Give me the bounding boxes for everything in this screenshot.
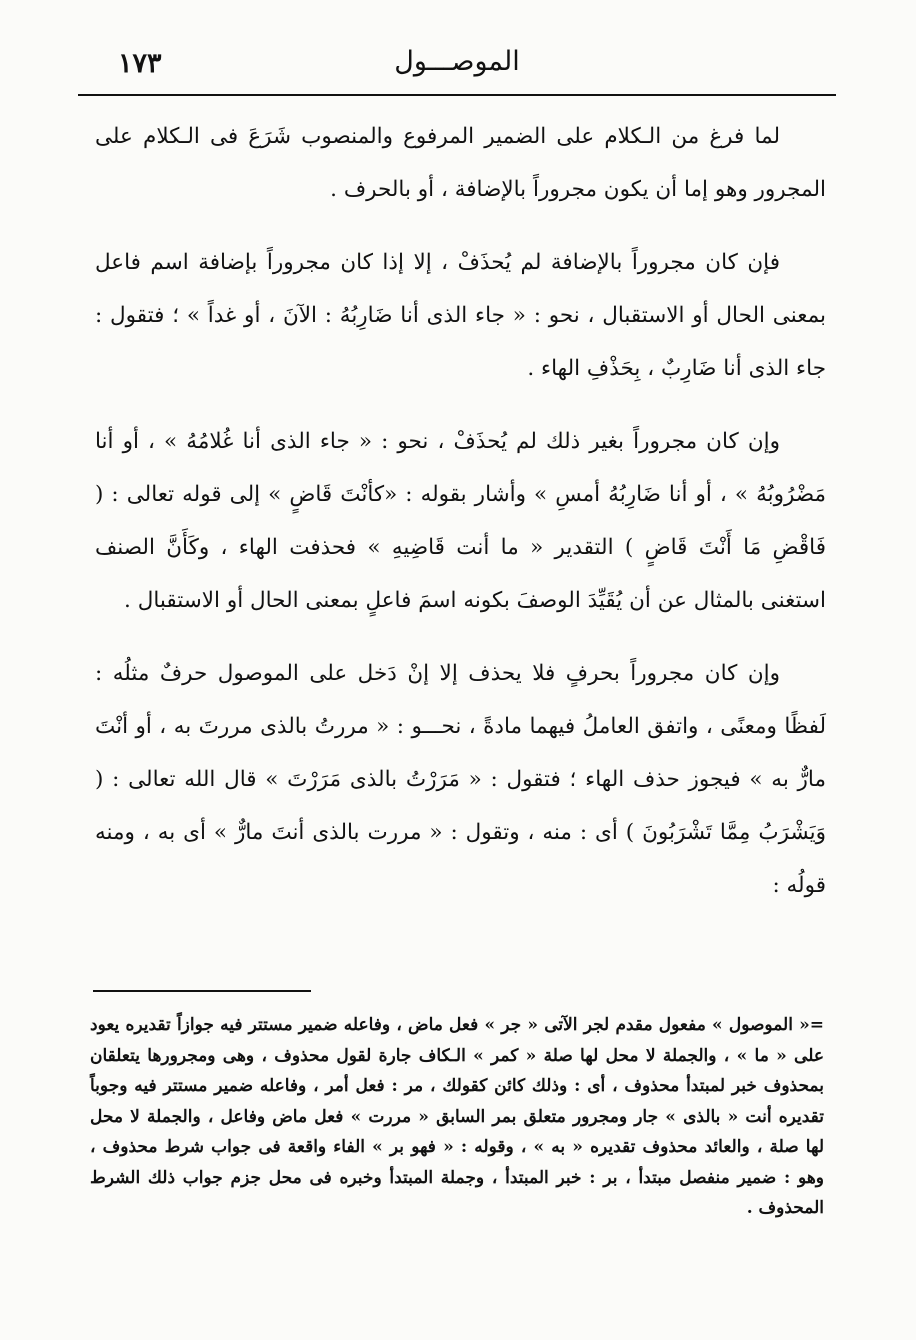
paragraph: وإن كان مجروراً بغير ذلك لم يُحذَفْ ، نحو : « جاء الذى أنا غُلامُهُ » ، أو أنا مَضْرُوبُهُ » ، أو أنا ضَارِبُهُ أمسِ » وأشار بقوله : «كأنْتَ قَاضٍ » إلى قوله تعالى : ( فَاقْضِ مَا أَنْتَ قَاضٍ ) التقدير « ما أنت قَاضِيهِ » فحذفت الهاء ، وكَأَنَّ الصنف استغنى بالمثال عن أن يُقَيِّدَ الوصفَ بكونه اسمَ فاعلٍ بمعنى الحال أو الاستقبال . bbox=[95, 429, 826, 613]
page-header bbox=[78, 40, 836, 96]
paragraph-gap bbox=[95, 627, 826, 647]
paragraph: وإن كان مجروراً بحرفٍ فلا يحذف إلا إنْ دَخل على الموصول حرفٌ مثلُه : لَفظًا ومعنًى ، واتفق العاملُ فيهما مادةً ، نحـــو : « مررتُ بالذى مررتَ به ، أو أنْتَ مارٌّ به » فيجوز حذف الهاء ؛ فتقول : « مَرَرْتُ بالذى مَرَرْتَ » قال الله تعالى : ( وَيَشْرَبُ مِمَّا تَشْرَبُونَ ) أى : منه ، وتقول : « مررت بالذى أنتَ مارٌّ » أى به ، ومنه قولُه : bbox=[95, 661, 826, 898]
main-text bbox=[95, 110, 826, 912]
footnote-separator bbox=[93, 990, 311, 992]
paragraph: فإن كان مجروراً بالإضافة لم يُحذَفْ ، إلا إذا كان مجروراً بإضافة اسم فاعل بمعنى الحال أو الاستقبال ، نحو : « جاء الذى أنا ضَارِبُهُ : الآنَ ، أو غداً » ؛ فتقول : جاء الذى أنا ضَارِبٌ ، بِحَذْفِ الهاء . bbox=[95, 250, 826, 381]
page-number: ١٧٣ bbox=[118, 48, 162, 79]
paragraph: لما فرغ من الـكلام على الضمير المرفوع والمنصوب شَرَعَ فى الـكلام على المجرور وهو إما أن يكون مجروراً بالإضافة ، أو بالحرف . bbox=[95, 124, 826, 202]
footnotes bbox=[90, 1010, 824, 1224]
paragraph-gap bbox=[95, 216, 826, 236]
paragraph-gap bbox=[95, 395, 826, 415]
running-title: الموصـــول bbox=[394, 46, 520, 77]
footnote-text: =« الموصول » مفعول مقدم لجر الآتى « جر » فعل ماض ، وفاعله ضمير مستتر فيه جوازاً تقديره يعود على « ما » ، والجملة لا محل لها صلة « كمر » الـكاف جارة لقول محذوف ، وهى ومجرورها يتعلقان بمحذوف خبر لمبتدأ محذوف ، أى : وذلك كائن كقولك ، مر : فعل أمر ، وفاعله ضمير مستتر فيه وجوباً تقديره أنت « بالذى » جار ومجرور متعلق بمر السابق « مررت » فعل ماض وفاعل ، والجملة لا محل لها صلة ، والعائد محذوف تقديره « به » ، وقوله : « فهو بر » الفاء واقعة فى جواب شرط محذوف ، وهو : ضمير منفصل مبتدأ ، بر : خبر المبتدأ ، وجملة المبتدأ وخبره فى محل جزم جواب ذلك الشرط المحذوف . bbox=[90, 1015, 824, 1218]
